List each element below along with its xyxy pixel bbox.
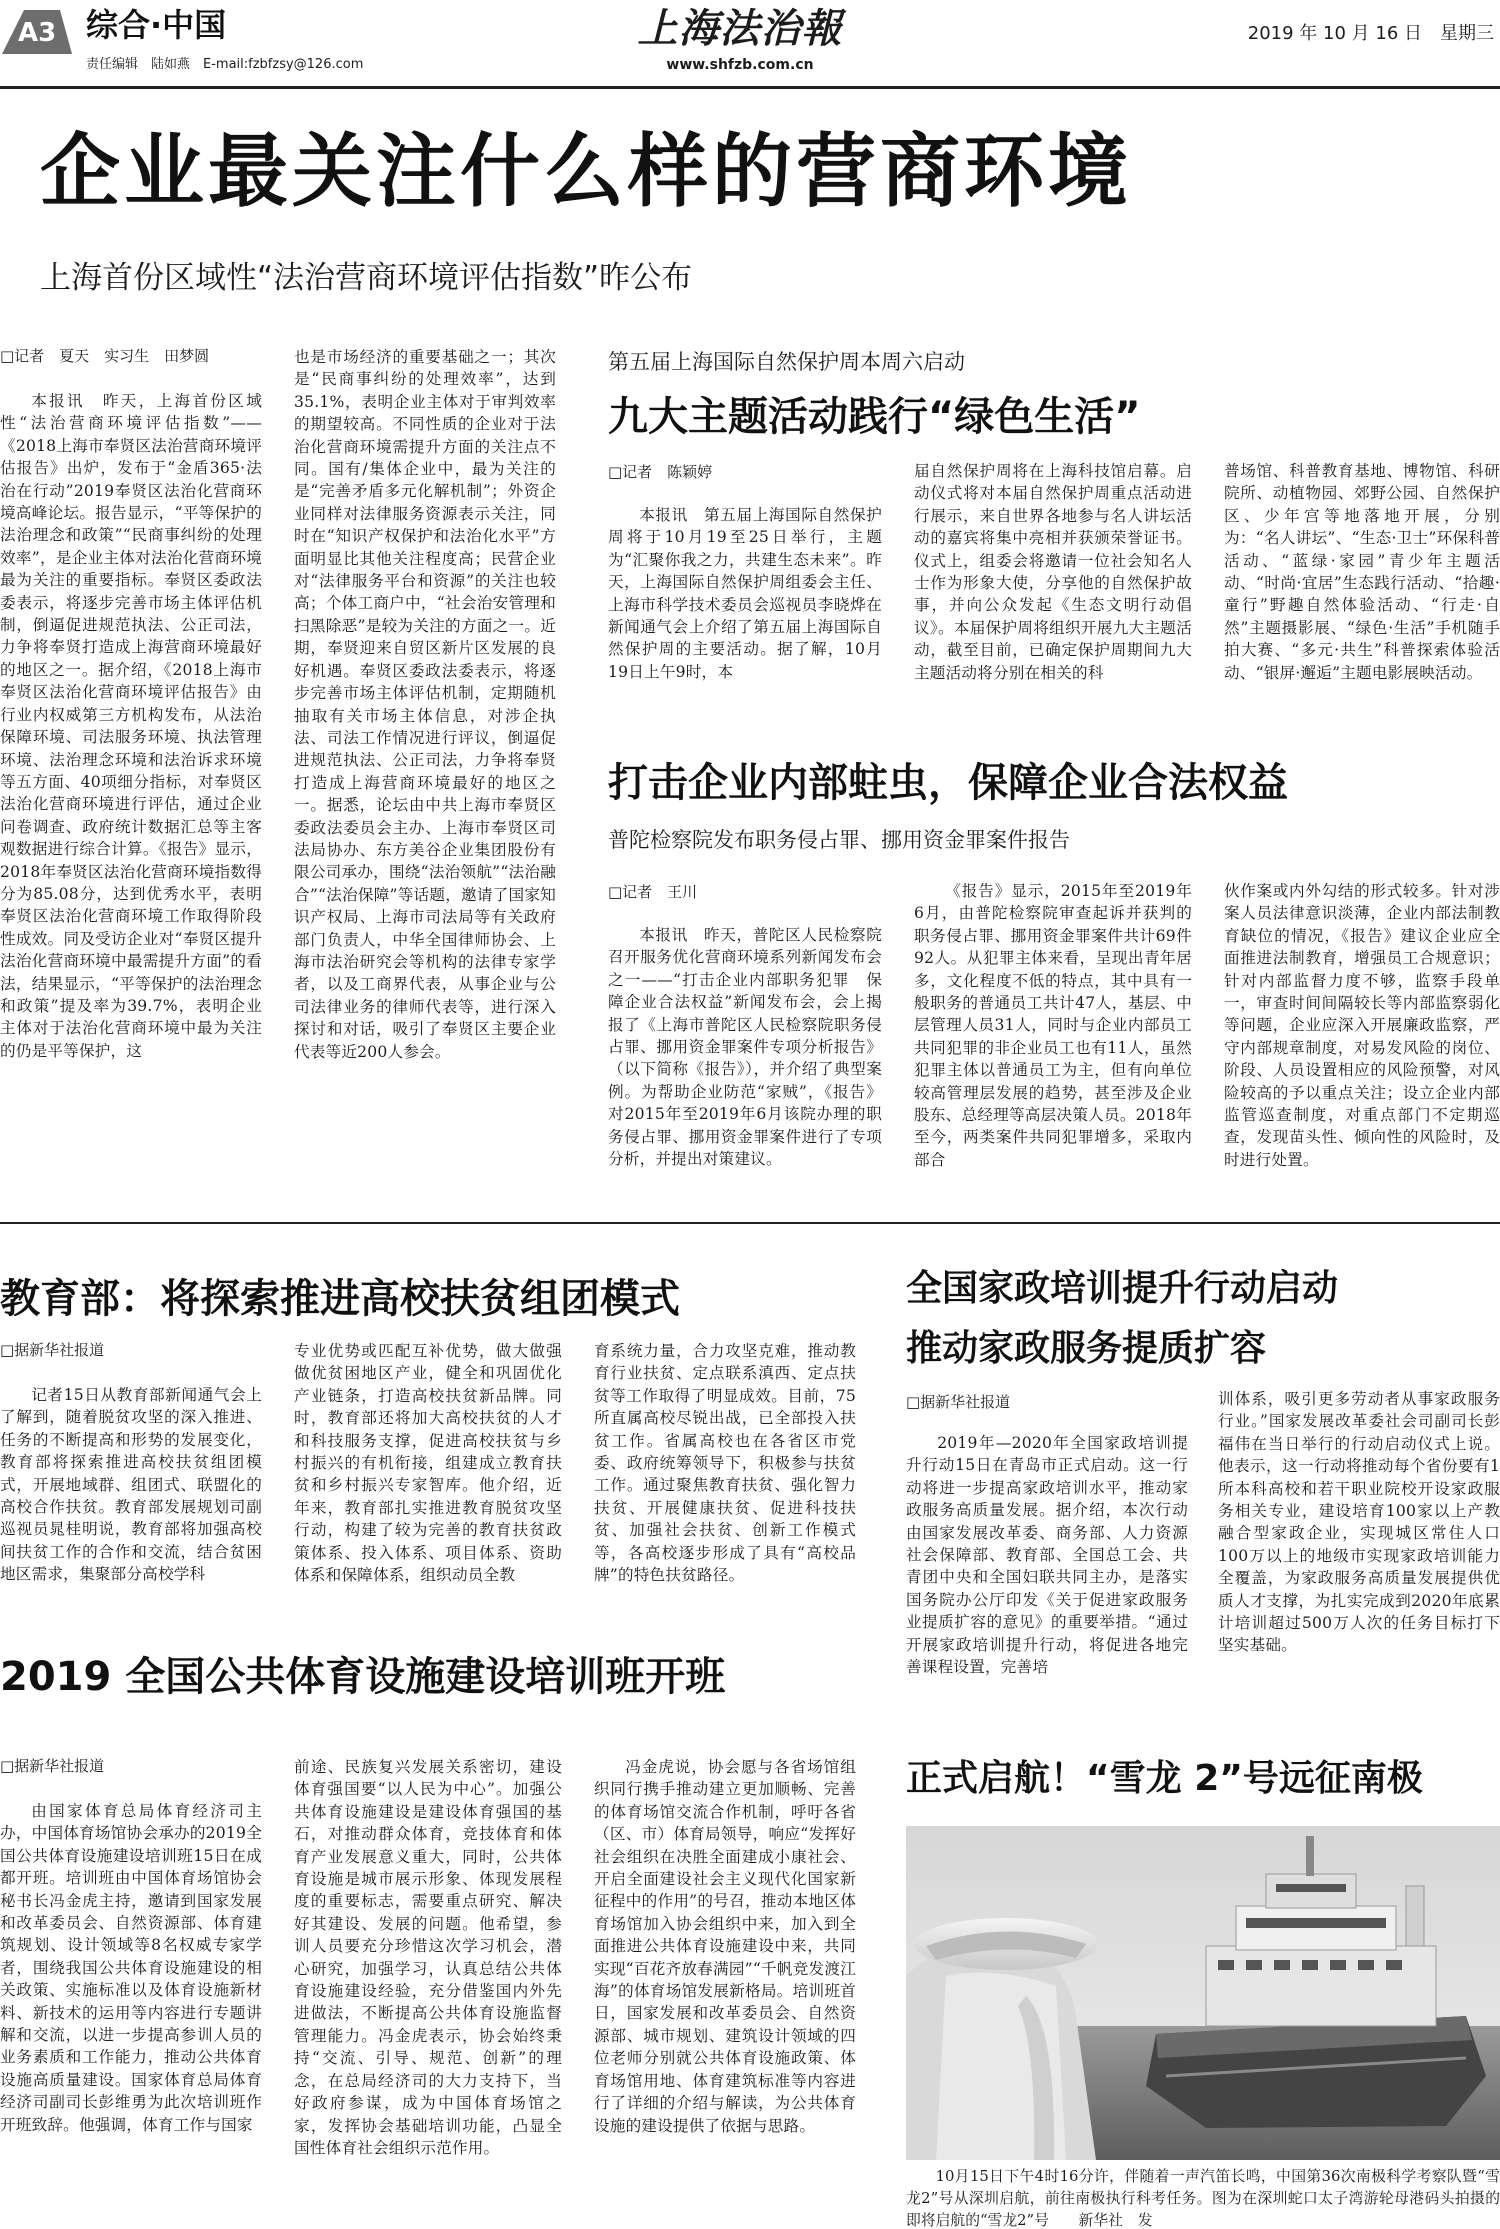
page-badge xyxy=(0,4,74,60)
nature-byline: □记者 陈颖婷 xyxy=(608,463,713,481)
edu-headline: 教育部：将探索推进高校扶贫组团模式 xyxy=(0,1276,680,1322)
edu-column-1: 记者15日从教育部新闻通气会上了解到，随着脱贫攻坚的深入推进、任务的不断提高和形势的发展变化，教育部将探索推进高校扶贫组团模式，开展地域群、组团式、联盟化的高校合作扶贫。教育部发展规划司副巡视员晁桂明说，教育部将加强高校间扶贫工作的合作和交流，结合贫困地区需求，集聚部分高校学科 xyxy=(0,1386,262,1584)
nature-column-2: 届自然保护周将在上海科技馆启幕。启动仪式将对本届自然保护周重点活动进行展示，来自世界各地参与名人讲坛活动的嘉宾将集中亮相并获颁荣誉证书。仪式上，组委会将邀请一位社会知名人士作为形象大使，分享他的自然保护故事，并向公众发起《生态文明行动倡议》。本届保护周将组织开展九大主题活动，截至目前，已确定保护周期间九大主题活动将分别在相关的科 xyxy=(914,462,1192,682)
fraud-subhead: 普陀检察院发布职务侵占罪、挪用资金罪案件报告 xyxy=(608,828,1070,852)
house-byline: □据新华社报道 xyxy=(906,1393,1011,1411)
nature-column-1: 本报讯 第五届上海国际自然保护周将于10月19至25日举行，主题为“汇聚你我之力，共建生态未来”。昨天，上海国际自然保护周组委会主任、上海市科学技术委员会巡视员李晓烨在新闻通气会上介绍了第五届上海国际自然保护周的主要活动。据了解，10月19日上午9时，本 xyxy=(608,506,882,681)
house-column-1: 2019年—2020年全国家政培训提升行动15日在青岛市正式启动。这一行动将进一步提高家政培训水平，推动家政服务高质量发展。据介绍，本次行动由国家发展改革委、商务部、人力资源社会保障部、教育部、全国总工会、共青团中央和全国妇联共同主办，是落实国务院办公厅印发《关于促进家政服务业提质扩容的意见》的重要举措。“通过开展家政培训提升行动，将促进各地完善课程设置，完善培 xyxy=(906,1434,1188,1677)
nature-kicker: 第五届上海国际自然保护周本周六启动 xyxy=(608,350,965,374)
page-number: A3 xyxy=(18,18,57,48)
fraud-column-3: 伙作案或内外勾结的形式较多。针对涉案人员法律意识淡薄，企业内部法制教育缺位的情况，《报告》建议企业应全面推进法制教育，增强员工合规意识；针对内部监督力度不够，监察手段单一，审查时间间隔较长等内部监察弱化等问题，企业应深入开展廉政监察，严守内部规章制度，对易发风险的岗位、阶段、人员设置相应的风险预警，对风险较高的予以重点关注；设立企业内部监管巡查制度，对重点部门不定期巡查，发现苗头性、倾向性的风险时，及时进行处置。 xyxy=(1224,882,1500,1169)
editor-line: 责任编辑 陆如燕 E-mail:fzbfzsy@126.com xyxy=(86,57,364,72)
polar-headline: 正式启航！“雪龙 2”号远征南极 xyxy=(906,1758,1423,1799)
fraud-byline: □记者 王川 xyxy=(608,883,698,901)
lead-column-1: 本报讯 昨天，上海首份区域性“法治营商环境评估指数”——《2018上海市奉贤区法治营商环境评估报告》出炉，发布于“金盾365·法治在行动”2019奉贤区法治化营商环境高峰论坛。报告显示，“平等保护的法治理念和政策”“民商事纠纷的处理效率”，是企业主体对法治化营商环境最为关注的重要指标。奉贤区委政法委表示，将逐步完善市场主体评估机制，倒逼促进规范执法、公正司法，力争将奉贤打造成上海营商环境最好的地区之一。据介绍，《2018上海市奉贤区法治化营商环境评估报告》由行业内权威第三方机构发布，从法治保障环境、司法服务环境、执法管理环境、法治理念环境和法治诉求环境等五方面、40项细分指标，对奉贤区法治化营商环境进行评估，通过企业问卷调查、政府统计数据汇总等主客观数据进行综合计算。《报告》显示，2018年奉贤区法治化营商环境指数得分为85.08分，达到优秀水平，表明奉贤区法治化营商环境工作取得阶段性成效。同及受访企业对“奉贤区提升法治化营商环境中最需提升方面”的看法，结果显示，“平等保护的法治理念和政策”提及率为39.7%，表明企业主体对于法治化营商环境中最为关注的仍是平等保护，这 xyxy=(0,392,262,1060)
sport-column-1: 由国家体育总局体育经济司主办，中国体育场馆协会承办的2019全国公共体育设施建设培训班15日在成都开班。培训班由中国体育场馆协会秘书长冯金虎主持，邀请到国家发展和改革委员会、自然资源部、体育建筑规划、设计领域等8名权威专家学者，围绕我国公共体育设施建设的相关政策、实施标准以及体育设施新材料、新技术的运用等内容进行专题讲解和交流，以进一步提高参训人员的业务素质和工作能力，推动公共体育设施高质量建设。国家体育总局体育经济司副司长彭维勇为此次培训班作开班致辞。他强调，体育工作与国家 xyxy=(0,1802,262,2134)
header-rule xyxy=(0,86,1500,89)
lead-headline: 企业最关注什么样的营商环境 xyxy=(40,125,1132,218)
website: www.shfzb.com.cn xyxy=(666,57,814,73)
masthead: 上海法治報 xyxy=(637,5,843,52)
house-headline-1: 全国家政培训提升行动启动 xyxy=(906,1268,1339,1309)
issue-date: 2019 年 10 月 16 日 星期三 xyxy=(1247,23,1494,44)
edu-column-3: 育系统力量，合力攻坚克难，推动教育行业扶贫、定点联系滇西、定点扶贫等工作取得了明显成效。目前，75所直属高校尽锐出战，已全部投入扶贫工作。省属高校也在各省区市党委、政府统筹领导下，积极参与扶贫工作。通过聚焦教育扶贫、强化智力扶贫、开展健康扶贫、促进科技扶贫、加强社会扶贫、创新工作模式等，各高校逐步形成了具有“高校品牌”的特色扶贫路径。 xyxy=(594,1342,856,1585)
fraud-column-2: 《报告》显示，2015年至2019年6月，由普陀检察院审查起诉并获判的职务侵占罪、挪用资金罪案件共计69件92人。从犯罪主体来看，呈现出青年居多，文化程度不低的特点，其中具有一般职务的普通员工共计47人，基层、中层管理人员31人，同时与企业内部员工共同犯罪的非企业员工也有11人，虽然犯罪主体以普通员工为主，但有向单位较高管理层发展的趋势，甚至涉及企业股东、总经理等高层决策人员。2018年至今，两类案件共同犯罪增多，采取内部合 xyxy=(914,882,1192,1169)
lead-subhead: 上海首份区域性“法治营商环境评估指数”昨公布 xyxy=(40,260,693,296)
photo-caption: 10月15日下午4时16分许，伴随着一声汽笛长鸣，中国第36次南极科学考察队暨“雪龙2”号从深圳启航，前往南极执行科考任务。图为在深圳蛇口太子湾游轮母港码头拍摄的即将启航的“雪龙2”号 新华社 发 xyxy=(906,2168,1500,2229)
sport-byline: □据新华社报道 xyxy=(0,1757,105,1775)
fraud-headline: 打击企业内部蛀虫，保障企业合法权益 xyxy=(608,760,1288,806)
house-headline-2: 推动家政服务提质扩容 xyxy=(906,1328,1267,1369)
fraud-column-1: 本报讯 昨天，普陀区人民检察院召开服务优化营商环境系列新闻发布会之一——“打击企业内部职务犯罪 保障企业合法权益”新闻发布会，会上揭报了《上海市普陀区人民检察院职务侵占罪、挪用资金罪案件专项分析报告》（以下简称《报告》），并介绍了典型案例。为帮助企业防范“家贼”，《报告》对2015年至2019年6月该院办理的职务侵占罪、挪用资金罪案件进行了专项分析，并提出对策建议。 xyxy=(608,926,882,1169)
middle-rule xyxy=(0,1222,1500,1224)
nature-headline: 九大主题活动践行“绿色生活” xyxy=(608,394,1141,440)
house-column-2: 训体系，吸引更多劳动者从事家政服务行业。”国家发展改革委社会司副司长彭福伟在当日举行的行动启动仪式上说。他表示，这一行动将推动每个省份要有1所本科高校和若干职业院校开设家政服务相关专业，建设培育100家以上产教融合型家政企业，实现城区常住人口100万以上的地级市实现家政培训能力全覆盖，为家政服务高质量发展提供优质人才支撑，为扎实完成到2020年底累计培训超过500万人次的任务目标打下坚实基础。 xyxy=(1218,1390,1500,1655)
sport-column-2: 前途、民族复兴发展关系密切，建设体育强国要“以人民为中心”。加强公共体育设施建设是建设体育强国的基石，对推动群众体育，竞技体育和体育产业发展意义重大，同时，公共体育设施是城市展示形象、体现发展程度的重要标志，需要重点研究、解决好其建设、发展的问题。他希望，参训人员要充分珍惜这次学习机会，潜心研究，加强学习，认真总结公共体育设施建设经验，充分借鉴国内外先进做法，不断提高公共体育设施监督管理能力。冯金虎表示，协会始终秉持“交流、引导、规范、创新”的理念，在总局经济司的大力支持下，当好政府参谋，成为中国体育场馆之家，发挥协会基础培训功能，凸显全国性体育社会组织示范作用。 xyxy=(294,1758,562,2157)
nature-column-3: 普场馆、科普教育基地、博物馆、科研院所、动植物园、郊野公园、自然保护区、少年宫等地落地开展，分别为：“名人讲坛”、“生态·卫士”环保科普活动、“蓝绿·家园”青少年主题活动、“时尚·宜居”生态践行活动、“拾趣·童行”野趣自然体验活动、“行走·自然”主题摄影展、“绿色·生活”手机随手拍大赛、“多元·共生”科普探索体验活动、“银屏·邂逅”主题电影展映活动。 xyxy=(1224,462,1500,682)
edu-column-2: 专业优势或匹配互补优势，做大做强做优贫困地区产业，健全和巩固优化产业链条，打造高校扶贫新品牌。同时，教育部还将加大高校扶贫的人才和科技服务支撑，促进高校扶贫与乡村振兴的有机衔接，组建成立教育扶贫和乡村振兴专家智库。他介绍，近年来，教育部扎实推进教育脱贫攻坚行动，构建了较为完善的教育扶贫政策体系、投入体系、项目体系、资助体系和保障体系，组织动员全教 xyxy=(294,1342,562,1585)
lead-column-2: 也是市场经济的重要基础之一；其次是“民商事纠纷的处理效率”，达到35.1%，表明企业主体对于审判效率的期望较高。不同性质的企业对于法治化营商环境需提升方面的关注点不同。国有/集体企业中，最为关注的是“完善矛盾多元化解机制”；外资企业同样对法律服务资源表示关注，同时在“知识产权保护和法治化水平”方面明显比其他关注程度高；民营企业对“法律服务平台和资源”的关注也较高；个体工商户中，“社会治安管理和扫黑除恶”是较为关注的方面之一。近期，奉贤迎来自贸区新片区发展的良好机遇。奉贤区委政法委表示，将逐步完善市场主体评估机制，定期随机抽取有关市场主体信息，对涉企执法、司法工作情况进行评议，倒逼促进规范执法、公正司法，力争将奉贤打造成上海营商环境最好的地区之一。据悉，论坛由中共上海市奉贤区委政法委员会主办、上海市奉贤区司法局协办、东方美谷企业集团股份有限公司承办，围绕“法治领航”“法治融合”“法治保障”等话题，邀请了国家知识产权局、上海市司法局等有关政府部门负责人，中华全国律师协会、上海市法治研究会等机构的法律专家学者，以及工商界代表，从事企业与公司法律业务的律师代表等，进行深入探讨和对话，吸引了奉贤区主要企业代表等近200人参会。 xyxy=(294,348,556,1061)
icebreaker-photo xyxy=(906,1826,1500,2160)
lead-byline: □记者 夏天 实习生 田梦圆 xyxy=(0,347,210,365)
sport-column-3: 冯金虎说，协会愿与各省场馆组织同行携手推动建立更加顺畅、完善的体育场馆交流合作机制，呼吁各省（区、市）体育局领导，响应“发挥好社会组织在决胜全面建成小康社会、开启全面建设社会主义现代化国家新征程中的作用”的号召，推动本地区体育场馆加入协会组织中来，加入到全面推进公共体育设施建设中来，共同实现“百花齐放春满园”“千帆竞发渡江海”的体育场馆发展新格局。培训班首日，国家发展和改革委员会、自然资源部、城市规划、建筑设计领域的四位老师分别就公共体育设施政策、体育场馆用地、体育建筑标准等内容进行了详细的介绍与解读，为公共体育设施的建设提供了依据与思路。 xyxy=(594,1758,856,2135)
edu-byline: □据新华社报道 xyxy=(0,1341,105,1359)
section-title: 综合·中国 xyxy=(86,6,227,44)
sport-headline: 2019 全国公共体育设施建设培训班开班 xyxy=(0,1654,726,1700)
